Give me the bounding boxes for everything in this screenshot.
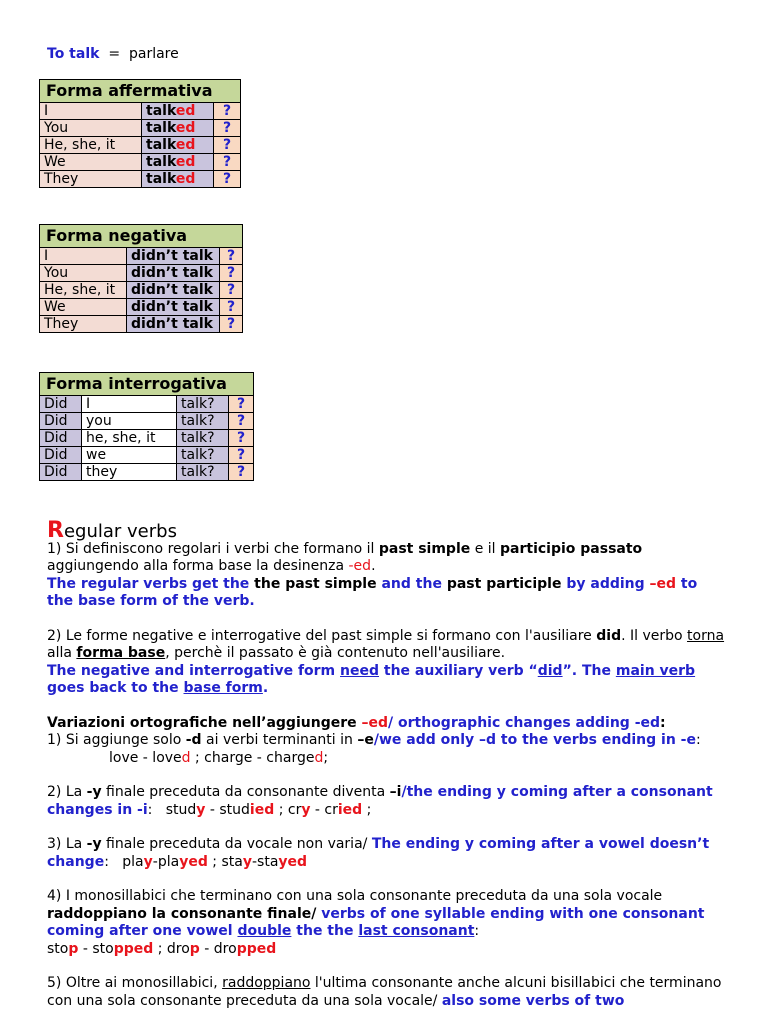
verb-cell: talk?: [177, 447, 229, 464]
table-interrogativa: [39, 372, 254, 481]
question-mark-cell: ?: [214, 154, 241, 171]
subject-cell: He, she, it: [40, 137, 142, 154]
table-row: [40, 282, 243, 299]
subject-cell: they: [82, 464, 177, 481]
rule-1-italian: 1) Si definiscono regolari i verbi che formano il past simple e il participio passato aggiungendo alla forma base la desinenza -ed.: [47, 540, 643, 574]
table-row: [40, 464, 254, 481]
subject-cell: I: [40, 248, 127, 265]
verb-cell: talked: [142, 154, 214, 171]
subject-cell: You: [40, 265, 127, 282]
subject-cell: They: [40, 171, 142, 188]
verb-cell: didn’t talk: [127, 265, 220, 282]
table-row: [40, 120, 241, 137]
question-mark-cell: ?: [220, 248, 243, 265]
grammar-section: [47, 518, 727, 1010]
title-verb: To talk: [47, 46, 100, 62]
verb-cell: didn’t talk: [127, 316, 220, 333]
table-row: [40, 396, 254, 413]
table-row: [40, 171, 241, 188]
subject-cell: you: [82, 413, 177, 430]
question-mark-cell: ?: [214, 120, 241, 137]
question-mark-cell: ?: [220, 299, 243, 316]
verb-cell: didn’t talk: [127, 299, 220, 316]
verb-cell: talked: [142, 171, 214, 188]
question-mark-cell: ?: [229, 447, 254, 464]
rule-variation-1: 1) Si aggiunge solo -d ai verbi terminanti in –e/we add only –d to the verbs ending in -e:love - loved ; charge - charged;: [47, 732, 701, 766]
title-line: [47, 46, 179, 62]
question-mark-cell: ?: [229, 430, 254, 447]
question-mark-cell: ?: [229, 413, 254, 430]
table-row: [40, 103, 241, 120]
table-row: [40, 447, 254, 464]
table-header: Forma negativa: [40, 225, 243, 248]
subject-cell: We: [40, 154, 142, 171]
verb-cell: didn’t talk: [127, 282, 220, 299]
subject-cell: We: [40, 299, 127, 316]
verb-cell: talk?: [177, 396, 229, 413]
question-mark-cell: ?: [229, 396, 254, 413]
subject-cell: I: [40, 103, 142, 120]
table-row: [40, 430, 254, 447]
verb-cell: talked: [142, 120, 214, 137]
question-mark-cell: ?: [214, 103, 241, 120]
table-row: [40, 154, 241, 171]
verb-cell: talked: [142, 137, 214, 154]
table-row: [40, 265, 243, 282]
verb-cell: didn’t talk: [127, 248, 220, 265]
title-translation: parlare: [128, 46, 179, 62]
table-row: [40, 299, 243, 316]
title-equals: =: [108, 46, 121, 62]
auxiliary-cell: Did: [40, 464, 82, 481]
rule-variation-2: 2) La -y finale preceduta da consonante diventa –i/the ending y coming after a consonant changes in -i: study - studied ; cry - cried ;: [47, 784, 713, 818]
variations-heading: Variazioni ortografiche nell’aggiungere –ed/ orthographic changes adding -ed:: [47, 714, 666, 731]
auxiliary-cell: Did: [40, 447, 82, 464]
subject-cell: I: [82, 396, 177, 413]
verb-cell: talked: [142, 103, 214, 120]
table-header: Forma interrogativa: [40, 373, 254, 396]
auxiliary-cell: Did: [40, 396, 82, 413]
table-negativa: [39, 224, 243, 333]
rule-variation-3: 3) La -y finale preceduta da vocale non varia/ The ending y coming after a vowel doesn’t change: play-played ; stay-stayed: [47, 836, 710, 870]
subject-cell: He, she, it: [40, 282, 127, 299]
rule-2-english: The negative and interrogative form need the auxiliary verb “did”. The main verb goes back to the base form.: [47, 662, 696, 696]
table-row: [40, 413, 254, 430]
subject-cell: They: [40, 316, 127, 333]
auxiliary-cell: Did: [40, 413, 82, 430]
subject-cell: we: [82, 447, 177, 464]
rule-2-italian: 2) Le forme negative e interrogative del past simple si formano con l'ausiliare did. Il verbo torna alla forma base, perchè il passato è già contenuto nell'ausiliare.: [47, 627, 725, 661]
question-mark-cell: ?: [214, 171, 241, 188]
question-mark-cell: ?: [214, 137, 241, 154]
question-mark-cell: ?: [220, 316, 243, 333]
rule-1-english: The regular verbs get the the past simple and the past participle by adding –ed to the base form of the verb.: [47, 575, 698, 609]
subject-cell: he, she, it: [82, 430, 177, 447]
rule-variation-5: 5) Oltre ai monosillabici, raddoppiano l'ultima consonante anche alcuni bisillabici che terminano con una sola consonante preceduta da una sola vocale/ also some verbs of two: [47, 975, 722, 1009]
question-mark-cell: ?: [220, 265, 243, 282]
auxiliary-cell: Did: [40, 430, 82, 447]
verb-cell: talk?: [177, 430, 229, 447]
verb-cell: talk?: [177, 413, 229, 430]
table-affermativa: [39, 79, 241, 188]
question-mark-cell: ?: [229, 464, 254, 481]
table-row: [40, 137, 241, 154]
verb-cell: talk?: [177, 464, 229, 481]
table-row: [40, 316, 243, 333]
table-header: Forma affermativa: [40, 80, 241, 103]
question-mark-cell: ?: [220, 282, 243, 299]
section-heading: Regular verbs: [47, 518, 177, 543]
table-row: [40, 248, 243, 265]
subject-cell: You: [40, 120, 142, 137]
rule-variation-4: 4) I monosillabici che terminano con una sola consonante preceduta da una sola vocale raddoppiano la consonante finale/ verbs of one syllable ending with one consonant coming after one vowel double the the last consonant: stop - stopped ; drop - dropped: [47, 888, 705, 957]
